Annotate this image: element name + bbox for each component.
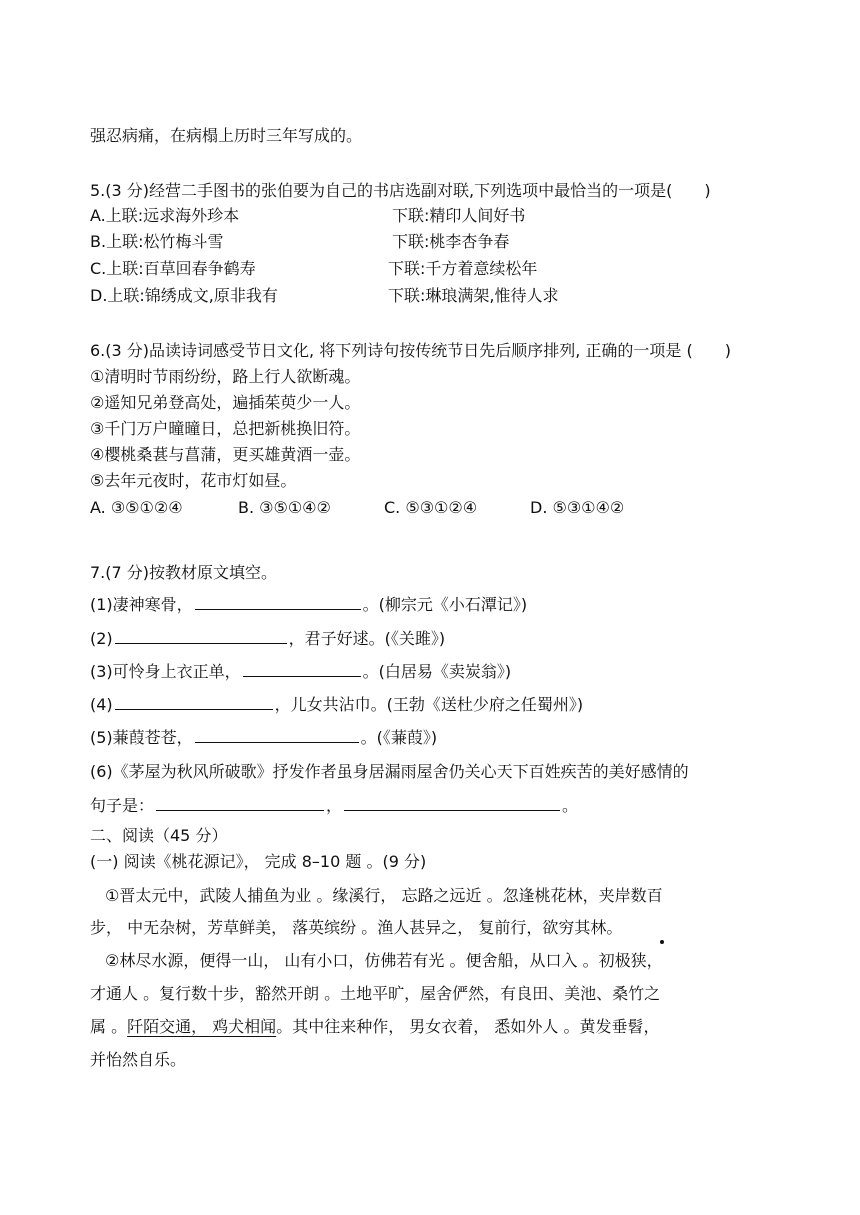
fill-item-prefix: (4) [90, 695, 113, 714]
option-lower-couplet: 下联:桃李杏争春 [392, 232, 510, 251]
question-6-choices [90, 497, 690, 519]
passage-paragraph-2-line-2: 才通人 。复行数十步，豁然开朗 。土地平旷，屋舍俨然，有良田、美池、桑竹之 [90, 984, 661, 1003]
subsection-heading: (一) 阅读《桃花源记》， 完成 8–10 题 。(9 分) [90, 852, 427, 871]
fill-item-separator: ， [326, 796, 343, 815]
fill-item-2 [90, 627, 445, 649]
answer-blank[interactable] [243, 660, 361, 677]
answer-blank[interactable] [115, 627, 287, 644]
fill-item-1 [90, 593, 527, 615]
poem-line-5: ⑤去年元夜时，花市灯如昼。 [90, 471, 297, 490]
question-5-option-d [90, 285, 590, 307]
poem-line-3: ③千门万户曈曈日，总把新桃换旧符。 [90, 419, 361, 438]
fill-item-6-question: (6)《茅屋为秋风所破歌》抒发作者虽身居漏雨屋舍仍关心天下百姓疾苦的美好感情的 [90, 762, 689, 781]
fill-item-5 [90, 726, 437, 748]
poem-line-2: ②遥知兄弟登高处，遍插茱萸少一人。 [90, 393, 361, 412]
fill-item-prefix: (5)蒹葭苍苍， [90, 728, 193, 747]
answer-blank[interactable] [195, 726, 359, 743]
choice-d: D. ⑤③①④② [530, 498, 625, 517]
question-5-option-c [90, 258, 590, 280]
fill-item-suffix: ，儿女共沾巾。(王勃《送杜少府之任蜀州》) [274, 695, 584, 714]
section-heading: 二、阅读（45 分） [90, 826, 228, 845]
fill-item-prefix: (1)凄神寒骨， [90, 595, 193, 614]
poem-line-4: ④樱桃桑葚与菖蒲，更买雄黄酒一壶。 [90, 445, 361, 464]
option-upper-couplet: A.上联:远求海外珍本 [90, 206, 240, 225]
passage-paragraph-2-line-1: ②林尽水源，便得一山， 山有小口，仿佛若有光 。便舍船，从口入 。初极狭， [105, 951, 663, 970]
option-lower-couplet: 下联:琳琅满架,惟待人求 [388, 286, 559, 305]
question-7-stem: 7.(7 分)按教材原文填空。 [90, 563, 278, 582]
option-lower-couplet: 下联:千方着意续松年 [388, 259, 538, 278]
answer-blank[interactable] [156, 794, 324, 811]
choice-a: A. ③⑤①②④ [90, 498, 183, 517]
fill-item-3 [90, 660, 511, 682]
option-upper-couplet: D.上联:锦绣成文,原非我有 [90, 286, 278, 305]
answer-blank[interactable] [195, 593, 361, 610]
passage-paragraph-2-line-4: 并怡然自乐。 [90, 1050, 187, 1069]
fill-item-suffix: 。(《蒹葭》) [360, 728, 438, 747]
emphasis-dot [660, 940, 664, 944]
fill-item-4 [90, 693, 583, 715]
option-upper-couplet: C.上联:百草回春争鹤寿 [90, 259, 256, 278]
continued-text-line: 强忍病痛，在病榻上历时三年写成的。 [90, 126, 363, 145]
poem-line-1: ①清明时节雨纷纷，路上行人欲断魂。 [90, 367, 361, 386]
option-lower-couplet: 下联:精印人间好书 [392, 206, 526, 225]
passage-paragraph-1-line-1: ①晋太元中，武陵人捕鱼为业 。缘溪行， 忘路之远近 。忽逢桃花林，夹岸数百 [105, 886, 663, 905]
passage-paragraph-2-line-3 [90, 1016, 659, 1038]
passage-text: 。其中往来种作， 男女衣着， 悉如外人 。黄发垂髫， [276, 1017, 660, 1036]
choice-c: C. ⑤③①②④ [384, 498, 478, 517]
choice-b: B. ③⑤①④② [238, 498, 331, 517]
option-upper-couplet: B.上联:松竹梅斗雪 [90, 232, 224, 251]
passage-paragraph-1-line-2: 步， 中无杂树，芳草鲜美， 落英缤纷 。渔人甚异之， 复前行，欲穷其林。 [90, 918, 623, 937]
fill-item-suffix: 。(白居易《卖炭翁》) [362, 662, 512, 681]
fill-item-suffix: ，君子好逑。(《关雎》) [288, 629, 446, 648]
answer-blank[interactable] [115, 693, 273, 710]
question-6-stem: 6.(3 分)品读诗词感受节日文化, 将下列诗句按传统节日先后顺序排列, 正确的一项是 ( ) [90, 341, 731, 360]
fill-item-suffix: 。(柳宗元《小石潭记》) [362, 595, 528, 614]
fill-item-prefix: 句子是： [90, 796, 155, 815]
fill-item-suffix: 。 [562, 796, 579, 815]
fill-item-prefix: (3)可怜身上衣正单， [90, 662, 241, 681]
passage-text: 属 。 [90, 1017, 128, 1036]
question-5-option-b [90, 231, 590, 253]
fill-item-prefix: (2) [90, 629, 113, 648]
question-5-option-a [90, 205, 590, 227]
underlined-phrase: 阡陌交通， 鸡犬相闻 [127, 1017, 277, 1036]
answer-blank[interactable] [344, 794, 560, 811]
question-5-stem: 5.(3 分)经营二手图书的张伯要为自己的书店选副对联,下列选项中最恰当的一项是( ) [90, 181, 711, 200]
fill-item-6-answer-line [90, 794, 578, 816]
